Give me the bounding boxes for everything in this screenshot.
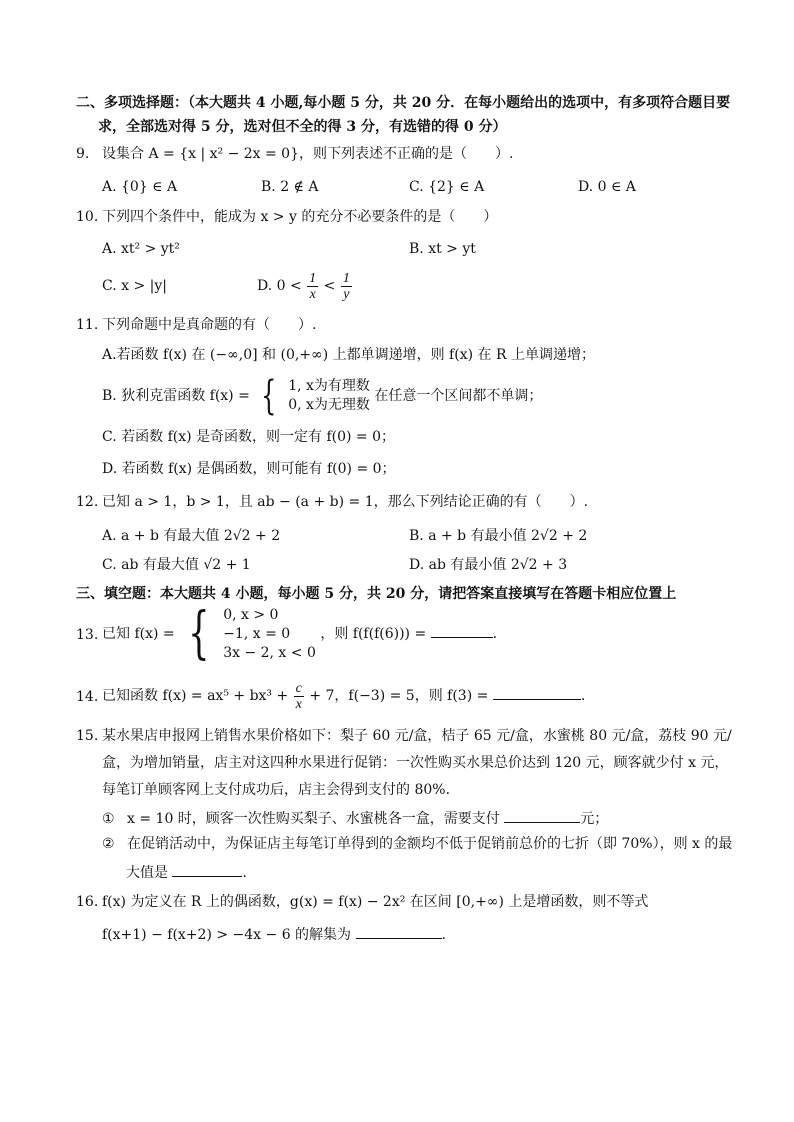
q15-sub2-text: 在促销活动中，为保证店主每笔订单得到的金额均不低于促销前总价的七折（即 70%），则 x 的最 [127,836,733,852]
answer-blank[interactable] [493,685,581,700]
q10-option-d-fraction-2 [341,271,352,302]
q11-number: 11. [76,317,99,333]
q13-suffix: ，则 f(f(f(6))) = [320,626,427,642]
q15-number: 15. [76,728,99,744]
q12-stem: 已知 a > 1，b > 1，且 ab − (a + b) = 1，那么下列结论正确的有（ ）. [102,494,589,510]
q11-stem: 下列命题中是真命题的有（ ）. [102,317,317,333]
q15-sub2-text2: 大值是 [126,865,168,881]
q15-sub1-text: x = 10 时，顾客一次性购买梨子、水蜜桃各一盒，需要支付 [127,811,500,827]
q15-line3: 每笔订单顾客网上支付成功后，店主会得到支付的 80%． [102,782,460,798]
fraction-denominator: y [343,286,350,302]
q16-line1: f(x) 为定义在 R 上的偶函数，g(x) = f(x) − 2x² 在区间 [0,+∞) 上是增函数，则不等式 [102,894,649,910]
q14-number: 14. [76,689,99,705]
answer-blank[interactable] [504,808,580,823]
q15-sub2 [102,835,732,853]
q14-prefix: 已知函数 f(x) = ax⁵ + bx³ + [102,688,289,704]
q11-option-b-suffix: 在任意一个区间都不单调； [374,388,543,404]
q10-option-c: C. x > |y| [102,278,167,294]
q9-stem: 设集合 A = {x | x² − 2x = 0}，则下列表述不正确的是（ ）. [102,146,514,162]
q14-fraction [294,681,304,712]
q14-body [102,676,585,716]
q13-end: . [492,626,498,642]
q11-option-c: C. 若函数 f(x) 是奇函数，则一定有 f(0) = 0； [102,429,396,445]
q15-sub2-line2 [126,862,247,882]
q15-line1: 某水果店申报网上销售水果价格如下：梨子 60 元/盒，桔子 65 元/盒，水蜜桃 80 元/盒，荔枝 90 元/ [102,728,732,744]
case-line: 0, x为无理数 [288,397,370,413]
q16-line2-text: f(x+1) − f(x+2) > −4x − 6 的解集为 [102,927,352,943]
q14-suffix: + 7，f(−3) = 5，则 f(3) = [309,688,489,704]
q10-option-d [257,268,353,304]
q10-option-b: B. xt > yt [409,241,476,257]
fraction-numerator: 1 [309,270,317,286]
q13-cases [223,606,316,663]
q15-sub2-end: . [242,865,247,881]
answer-blank[interactable] [431,623,493,638]
fraction-denominator: x [295,696,302,712]
section3-title [76,585,676,603]
q13-body [102,601,498,666]
q16-line2 [102,924,446,944]
q12-option-b: B. a + b 有最小值 2√2 + 2 [409,528,588,544]
q9-option-a: A. {0} ∈ A [102,179,178,195]
q10-option-d-prefix: D. 0 < [257,278,302,294]
q9-number: 9. [76,146,90,162]
fraction-numerator: c [295,680,302,696]
q15-sub2-mark: ② [102,836,115,852]
q11-option-d: D. 若函数 f(x) 是偶函数，则可能有 f(0) = 0； [102,461,396,477]
section3-title-text: 三、填空题：本大题共 4 小题，每小题 5 分，共 20 分，请把答案直接填写在答题卡相应位置上 [76,586,677,602]
q15-sub1 [102,808,608,828]
q11-option-b [102,374,542,418]
q13-number: 13. [76,627,99,643]
case-line: 1, x为有理数 [288,378,370,394]
q13-prefix: 已知 f(x) = [102,626,175,642]
fraction-denominator: x [309,286,316,302]
q11-option-b-cases [288,377,370,415]
q10-option-d-lt: < [323,278,336,294]
case-line: −1, x = 0 [223,625,291,642]
q11-option-a: A.若函数 f(x) 在 (−∞,0] 和 (0,+∞) 上都单调递增，则 f(x) 在 R 上单调递增； [102,347,595,363]
q15-sub1-end: 元； [580,811,609,827]
q12-number: 12. [76,494,99,510]
q10-number: 10. [76,209,99,225]
section2-title-line1: 二、多项选择题：（本大题共 4 小题,每小题 5 分，共 20 分．在每小题给出的选项中，有多项符合题目要 [76,95,731,111]
q10-option-a: A. xt² > yt² [102,241,180,257]
section2-title-line2: 求，全部选对得 5 分，选对但不全的得 3 分，有选错的得 0 分） [98,119,507,135]
q9-option-b: B. 2 ∉ A [261,179,319,195]
q9-option-c: C. {2} ∈ A [409,179,485,195]
answer-blank[interactable] [172,862,242,877]
answer-blank[interactable] [356,924,442,939]
left-brace-icon: { [188,601,210,666]
left-brace-icon: { [261,373,277,419]
q15-sub1-mark: ① [102,811,115,827]
case-line: 3x − 2, x < 0 [223,644,316,661]
q12-option-c: C. ab 有最大值 √2 + 1 [102,557,251,573]
q12-option-a: A. a + b 有最大值 2√2 + 2 [102,528,281,544]
q14-end: . [580,688,586,704]
q12-option-d: D. ab 有最小值 2√2 + 3 [409,557,568,573]
q16-end: . [441,927,446,943]
case-line: 0, x > 0 [223,606,279,623]
fraction-numerator: 1 [342,270,350,286]
q10-stem: 下列四个条件中，能成为 x > y 的充分不必要条件的是（ ） [102,209,498,225]
q11-option-b-prefix: B. 狄利克雷函数 f(x) = [102,388,250,404]
q16-number: 16. [76,894,99,910]
q9-option-d: D. 0 ∈ A [578,179,636,195]
q10-option-d-fraction-1 [307,271,318,302]
q15-line2: 盒，为增加销量，店主对这四种水果进行促销：一次性购买水果总价达到 120 元，顾客就少付 x 元， [102,755,729,771]
